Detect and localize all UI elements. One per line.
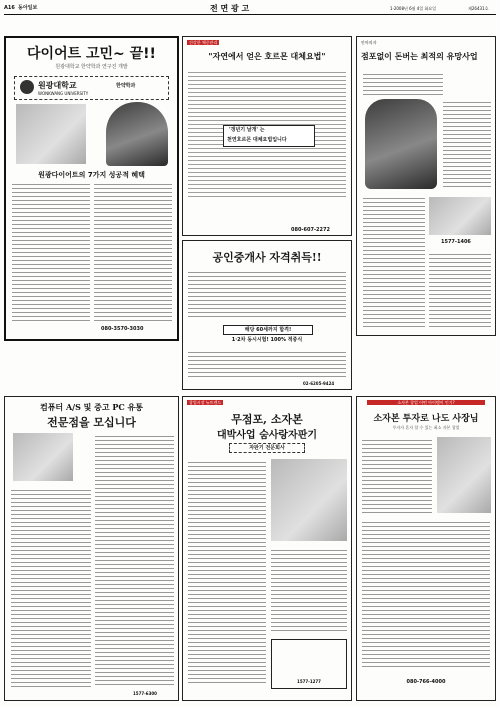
massage-chair-photo xyxy=(365,99,437,189)
startup-headline1: 무점포, 소자본 xyxy=(231,413,303,426)
section-title: 전 면 광 고 xyxy=(210,3,250,13)
school-emblem-icon xyxy=(20,80,34,94)
broker-sub2: 1·2차 동시시험! 100% 적중식 xyxy=(231,337,303,343)
pc-tel: 1577-6300 xyxy=(133,691,157,696)
startup-headline2: 대박사업 숨사랑자판기 xyxy=(216,430,318,441)
investor-body xyxy=(362,519,490,669)
school-name-en: WONKWANG UNIVERSITY xyxy=(38,91,89,96)
investor-photo xyxy=(437,437,491,513)
massage-side-text xyxy=(443,99,491,189)
startup-tag: 창업시장 뉴트렌드 xyxy=(189,400,222,405)
product-photo xyxy=(16,104,86,164)
diet-body-left xyxy=(12,181,90,321)
pc-body-right xyxy=(95,433,174,687)
diet-sub: 원광대학교 한약학과 연구진 개발 xyxy=(55,64,128,70)
hormone-tel: 080-607-2272 xyxy=(291,227,330,233)
startup-body-right xyxy=(271,547,347,633)
hormone-tag: 건강한 체중관리 xyxy=(189,40,218,45)
massage-intro xyxy=(363,71,443,95)
vending-machine-photo xyxy=(271,459,347,541)
investor-ad xyxy=(356,396,496,701)
pc-ad xyxy=(4,396,179,701)
hormone-headline: "자연에서 얻은 호르몬 대체요법" xyxy=(208,51,326,61)
school-name: 원광대학교 xyxy=(38,81,77,90)
diet-body-right xyxy=(94,181,172,321)
investor-body-left xyxy=(362,437,432,513)
hormone-ad xyxy=(182,36,352,236)
hormone-brand: 천연호르몬 대체요법입니다 xyxy=(227,137,287,143)
masthead-rule xyxy=(4,14,496,15)
broker-tel: 02-6205-9424 xyxy=(303,381,335,386)
hormone-product: '갱년기 날개' 는 xyxy=(229,127,265,133)
diet-ad xyxy=(4,36,179,341)
startup-body-left xyxy=(188,459,266,685)
broker-body xyxy=(188,269,346,319)
massage-tag: 안마의자 xyxy=(361,40,377,45)
model-photo xyxy=(106,102,168,166)
massage-ad xyxy=(356,36,496,336)
diet-headline: 다이어트 고민~ 끝!! xyxy=(27,46,156,62)
investor-headline: 소자본 투자로 나도 사장님 xyxy=(373,414,479,424)
broker-body2 xyxy=(188,349,346,379)
school-dept: 한약학과 xyxy=(116,83,136,89)
issue-number: 제26431호 xyxy=(468,6,489,11)
masthead xyxy=(0,0,500,18)
diet-section-title: 원광다이어트의 7가지 성공적 혜택 xyxy=(38,171,145,179)
paper-name: 동아일보 xyxy=(18,5,38,11)
massage-body-right xyxy=(429,251,491,329)
startup-ad xyxy=(182,396,352,701)
broker-ad xyxy=(182,240,352,390)
startup-tel: 1577-1277 xyxy=(297,679,321,684)
pc-headline1: 컴퓨터 A/S 및 중고 PC 유통 xyxy=(39,402,144,412)
massage-headline: 점포없이 돈버는 최적의 유망사업 xyxy=(361,52,478,61)
investor-caption: 투자자 혼자 할 수 있는 최소 자본 창업 xyxy=(392,425,460,430)
pc-body-left xyxy=(11,487,91,687)
pc-photo xyxy=(13,433,73,481)
broker-sub1: 해당 60세까지 합격! xyxy=(223,325,313,335)
issue-date: 1·2008년 6월 4일 화요일 xyxy=(390,6,437,11)
massage-body-left xyxy=(363,195,425,329)
massage-tel: 1577-1406 xyxy=(441,239,471,245)
pc-headline2: 전문점을 모십니다 xyxy=(47,416,136,429)
investor-tag: 소자본 창업 어떤 아이템이 인기? xyxy=(367,400,485,405)
broker-headline: 공인중개사 자격취득!! xyxy=(212,251,322,264)
startup-box: 자판기 전문회사 xyxy=(229,443,305,453)
massage-photo-small xyxy=(429,197,491,235)
diet-tel: 080-3570-3030 xyxy=(101,326,144,332)
investor-tel: 080-766-4000 xyxy=(406,679,446,685)
page-number: A16 xyxy=(4,5,15,11)
